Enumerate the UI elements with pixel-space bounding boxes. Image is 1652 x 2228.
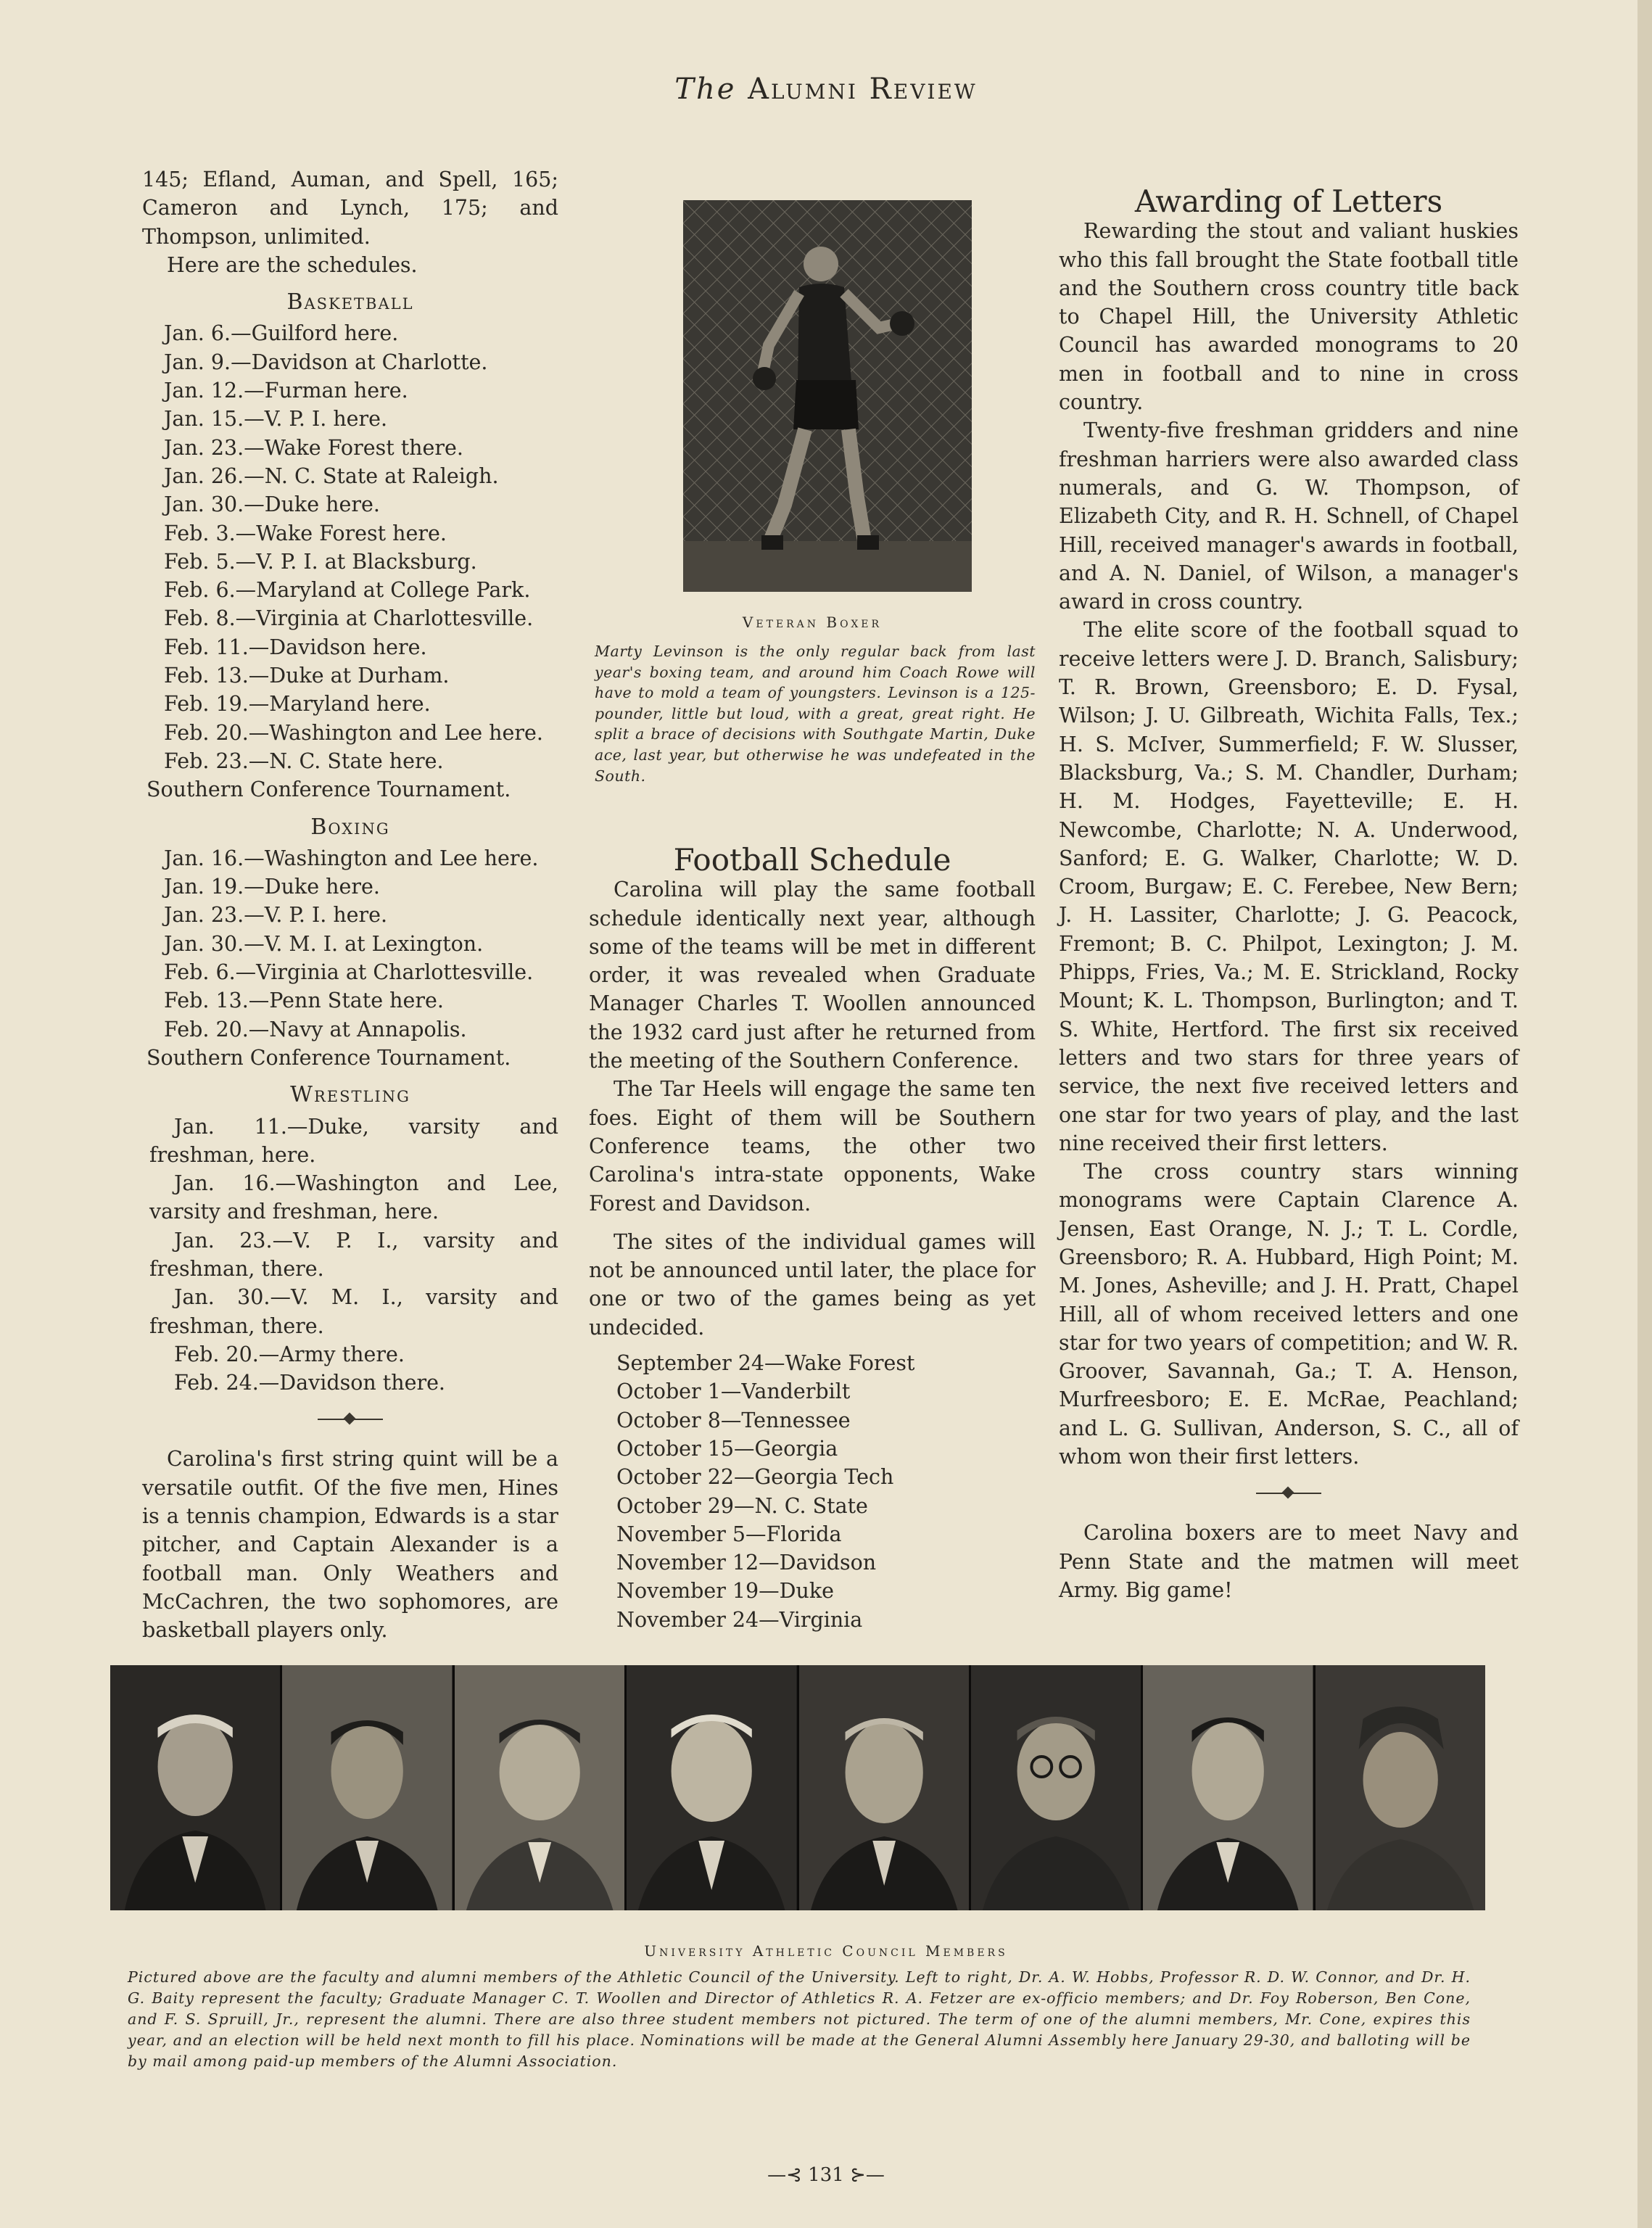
schedule-line: Jan. 30.—V. M. I., varsity and freshman, there. xyxy=(149,1285,558,1338)
football-game: October 22—Georgia Tech xyxy=(616,1465,894,1490)
football-game: November 24—Virginia xyxy=(616,1607,863,1632)
boxer-caption-text: Marty Levinson is the only regular back from last year's boxing team, and around him Coach Rowe will have to mold a team of youngsters. Levinson is a 125-pounder, little but loud, with a great, great right. He split a brace of decisions with Southgate Martin, Duke ace, last year, but otherwise he was undefeated in the South. xyxy=(595,643,1036,785)
schedule-line: Jan. 30.—V. M. I. at Lexington. xyxy=(164,931,484,956)
letters-paragraph: Twenty-five freshman gridders and nine freshman harriers were also awarded class numerals, and G. W. Thompson, of Elizabeth City, and R. H. Schnell, of Chapel Hill, received manager's awards in football, and A. N. Daniel, of Wilson, a manager's award in cross country. xyxy=(1059,418,1519,614)
basketball-heading: Basketball xyxy=(286,289,414,315)
football-game: October 29—N. C. State xyxy=(616,1493,868,1518)
council-caption-text: Pictured above are the faculty and alumni members of the Athletic Council of the University. Left to right, Dr. A. W. Hobbs, Professor R. D. W. Connor, and Dr. H. G. Baity represent the faculty; Graduate Manager C. T. Woollen and Director of Athletics R. A. Fetzer are ex-officio members; and Dr. Foy Roberson, Ben Cone, and F. S. Spruill, Jr., represent the alumni. There are also three student members not pictured. The term of one of the alumni members, Mr. Cone, expires this year, and an election will be held next month to fill his place. Nominations will be made at the General Alumni Assembly here January 29-30, and balloting will be by mail among paid-up members of the Alumni Association. xyxy=(128,1968,1471,2070)
football-game: November 19—Duke xyxy=(616,1579,834,1604)
basketball-schedule xyxy=(142,319,558,804)
schedule-line: Feb. 23.—N. C. State here. xyxy=(164,748,444,773)
letters-heading: Awarding of Letters xyxy=(1134,183,1443,219)
schedule-line: Jan. 23.—V. P. I. here. xyxy=(164,903,388,928)
header-the: The xyxy=(674,73,737,106)
page-number: —⊰ 131 ⊱— xyxy=(767,2164,885,2186)
football-heading: Football Schedule xyxy=(673,842,951,878)
schedule-line: Feb. 20.—Army there. xyxy=(174,1342,405,1366)
football-game: October 8—Tennessee xyxy=(616,1408,851,1432)
schedule-line: Jan. 6.—Guilford here. xyxy=(164,321,399,346)
schedule-line: Feb. 11.—Davidson here. xyxy=(164,635,427,659)
council-caption-title: University Athletic Council Members xyxy=(644,1942,1008,1960)
schedule-line: Jan. 11.—Duke, varsity and freshman, here. xyxy=(149,1114,558,1167)
portrait-photo xyxy=(799,1665,971,1910)
schedule-line: Feb. 3.—Wake Forest here. xyxy=(164,521,447,545)
page-spine-shadow xyxy=(1637,0,1652,2228)
schedules-intro: Here are the schedules. xyxy=(167,252,418,277)
schedule-line: Feb. 19.—Maryland here. xyxy=(164,692,431,717)
council-portrait-strip xyxy=(110,1665,1485,1910)
schedule-line: Feb. 5.—V. P. I. at Blacksburg. xyxy=(164,549,477,574)
schedule-line: Jan. 16.—Washington and Lee, varsity and freshman, here. xyxy=(149,1171,558,1224)
schedule-line: Jan. 26.—N. C. State at Raleigh. xyxy=(164,463,499,488)
football-game: October 15—Georgia xyxy=(616,1436,838,1461)
letters-paragraph: Rewarding the stout and valiant huskies who this fall brought the State football title and the Southern cross country title back to Chapel Hill, the University Athletic Council has awarded monograms to 20 men in football and to nine in cross country. xyxy=(1059,219,1519,415)
right-column xyxy=(1059,183,1519,1604)
portrait-photo xyxy=(455,1665,627,1910)
football-game: November 5—Florida xyxy=(616,1522,842,1546)
portrait-photo xyxy=(1143,1665,1315,1910)
football-paragraph: Carolina will play the same football schedule identically next year, although some of the teams will be met in different order, it was revealed when Graduate Manager Charles T. Woollen announced the 1932 card just after he returned from the meeting of the Southern Conference. xyxy=(589,878,1036,1073)
football-paragraph: The sites of the individual games will not be announced until later, the place for one or two of the games being as yet undecided. xyxy=(589,1229,1036,1340)
boxing-schedule xyxy=(142,844,558,1072)
header-title: Alumni Review xyxy=(748,73,978,106)
boxer-caption-title: Veteran Boxer xyxy=(742,614,883,631)
football-game: November 12—Davidson xyxy=(616,1551,877,1575)
basketball-tournament: Southern Conference Tournament. xyxy=(146,777,511,802)
schedule-line: Feb. 13.—Penn State here. xyxy=(164,989,444,1013)
schedule-line: Feb. 6.—Maryland at College Park. xyxy=(164,578,531,603)
football-schedule xyxy=(589,1349,1036,1634)
football-paragraph: The Tar Heels will engage the same ten foes. Eight of them will be Southern Conference teams, the other two Carolina's intra-state opponents, Wake Forest and Davidson. xyxy=(589,1077,1036,1216)
schedule-line: Jan. 15.—V. P. I. here. xyxy=(164,407,388,432)
portrait-photo xyxy=(971,1665,1143,1910)
boxers-note: Carolina boxers are to meet Navy and Penn State and the matmen will meet Army. Big game! xyxy=(1059,1521,1519,1602)
football-game: October 1—Vanderbilt xyxy=(616,1379,851,1404)
schedule-line: Jan. 30.—Duke here. xyxy=(164,492,380,517)
left-column xyxy=(142,165,558,1645)
schedule-line: Jan. 23.—V. P. I., varsity and freshman, there. xyxy=(149,1228,558,1281)
schedule-line: Jan. 12.—Furman here. xyxy=(164,379,408,403)
schedule-line: Feb. 8.—Virginia at Charlottesville. xyxy=(164,606,534,631)
letters-paragraph: The elite score of the football squad to receive letters were J. D. Branch, Salisbury; T. R. Brown, Greensboro; E. D. Fysal, Wilson; J. U. Gilbreath, Wichita Falls, Tex.; H. S. McIver, Summerfield; F. W. Slusser, Blacksburg, Va.; S. M. Chandler, Durham; H. M. Hodges, Fayetteville; E. H. Newcombe, Charlotte; N. A. Underwood, Sanford; E. G. Walker, Charlotte; W. D. Croom, Burgaw; E. C. Ferebee, New Bern; J. H. Lassiter, Charlotte; J. G. Peacock, Fremont; B. C. Philpot, Lexington; J. M. Phipps, Fries, Va.; M. E. Strickland, Rocky Mount; K. L. Thompson, Burlington; and T. S. White, Hertford. The first six received letters and two stars for three years of service, the next five received letters and one star for two years of play, and the last nine received their first letters. xyxy=(1059,618,1519,1155)
portrait-photo xyxy=(282,1665,454,1910)
schedule-line: Jan. 23.—Wake Forest there. xyxy=(164,435,463,460)
football-game: September 24—Wake Forest xyxy=(616,1351,915,1376)
schedule-line: Feb. 20.—Washington and Lee here. xyxy=(164,720,543,745)
section-divider xyxy=(1256,1493,1321,1494)
schedule-line: Feb. 6.—Virginia at Charlottesville. xyxy=(164,960,534,985)
portrait-photo xyxy=(110,1665,282,1910)
wrestling-schedule xyxy=(142,1113,558,1398)
portrait-photo xyxy=(1316,1665,1485,1910)
running-header xyxy=(0,73,1652,106)
section-divider xyxy=(318,1419,383,1420)
schedule-line: Feb. 13.—Duke at Durham. xyxy=(164,664,450,688)
wrestling-heading: Wrestling xyxy=(290,1082,410,1108)
schedule-line: Feb. 20.—Navy at Annapolis. xyxy=(164,1017,467,1041)
quint-paragraph: Carolina's first string quint will be a versatile outfit. Of the five men, Hines is a tennis champion, Edwards is a star pitcher, and Captain Alexander is a football man. Only Weathers and McCachren, the two sophomores, are basketball players only. xyxy=(142,1447,558,1643)
intro-paragraph: 145; Efland, Auman, and Spell, 165; Cameron and Lynch, 175; and Thompson, unlimited. xyxy=(142,168,558,249)
portrait-photo xyxy=(627,1665,798,1910)
veteran-boxer-photo xyxy=(683,200,972,592)
boxer-photo-illustration xyxy=(683,200,972,592)
letters-paragraph: The cross country stars winning monograms were Captain Clarence A. Jensen, East Orange, N. J.; T. L. Cordle, Greensboro; R. A. Hubbard, High Point; M. M. Jones, Asheville; and J. H. Pratt, Chapel Hill, all of whom received letters and one star for two years of competition; and W. R. Groover, Savannah, Ga.; T. A. Henson, Murfreesboro; E. E. McRae, Peachland; and L. G. Sullivan, Anderson, S. C., all of whom won their first letters. xyxy=(1059,1160,1519,1469)
middle-column xyxy=(589,842,1036,1634)
schedule-line: Jan. 9.—Davidson at Charlotte. xyxy=(164,350,488,374)
boxing-heading: Boxing xyxy=(310,814,390,840)
schedule-line: Jan. 19.—Duke here. xyxy=(164,875,380,899)
boxing-tournament: Southern Conference Tournament. xyxy=(146,1045,511,1070)
schedule-line: Feb. 24.—Davidson there. xyxy=(174,1371,445,1395)
schedule-line: Jan. 16.—Washington and Lee here. xyxy=(164,846,539,870)
